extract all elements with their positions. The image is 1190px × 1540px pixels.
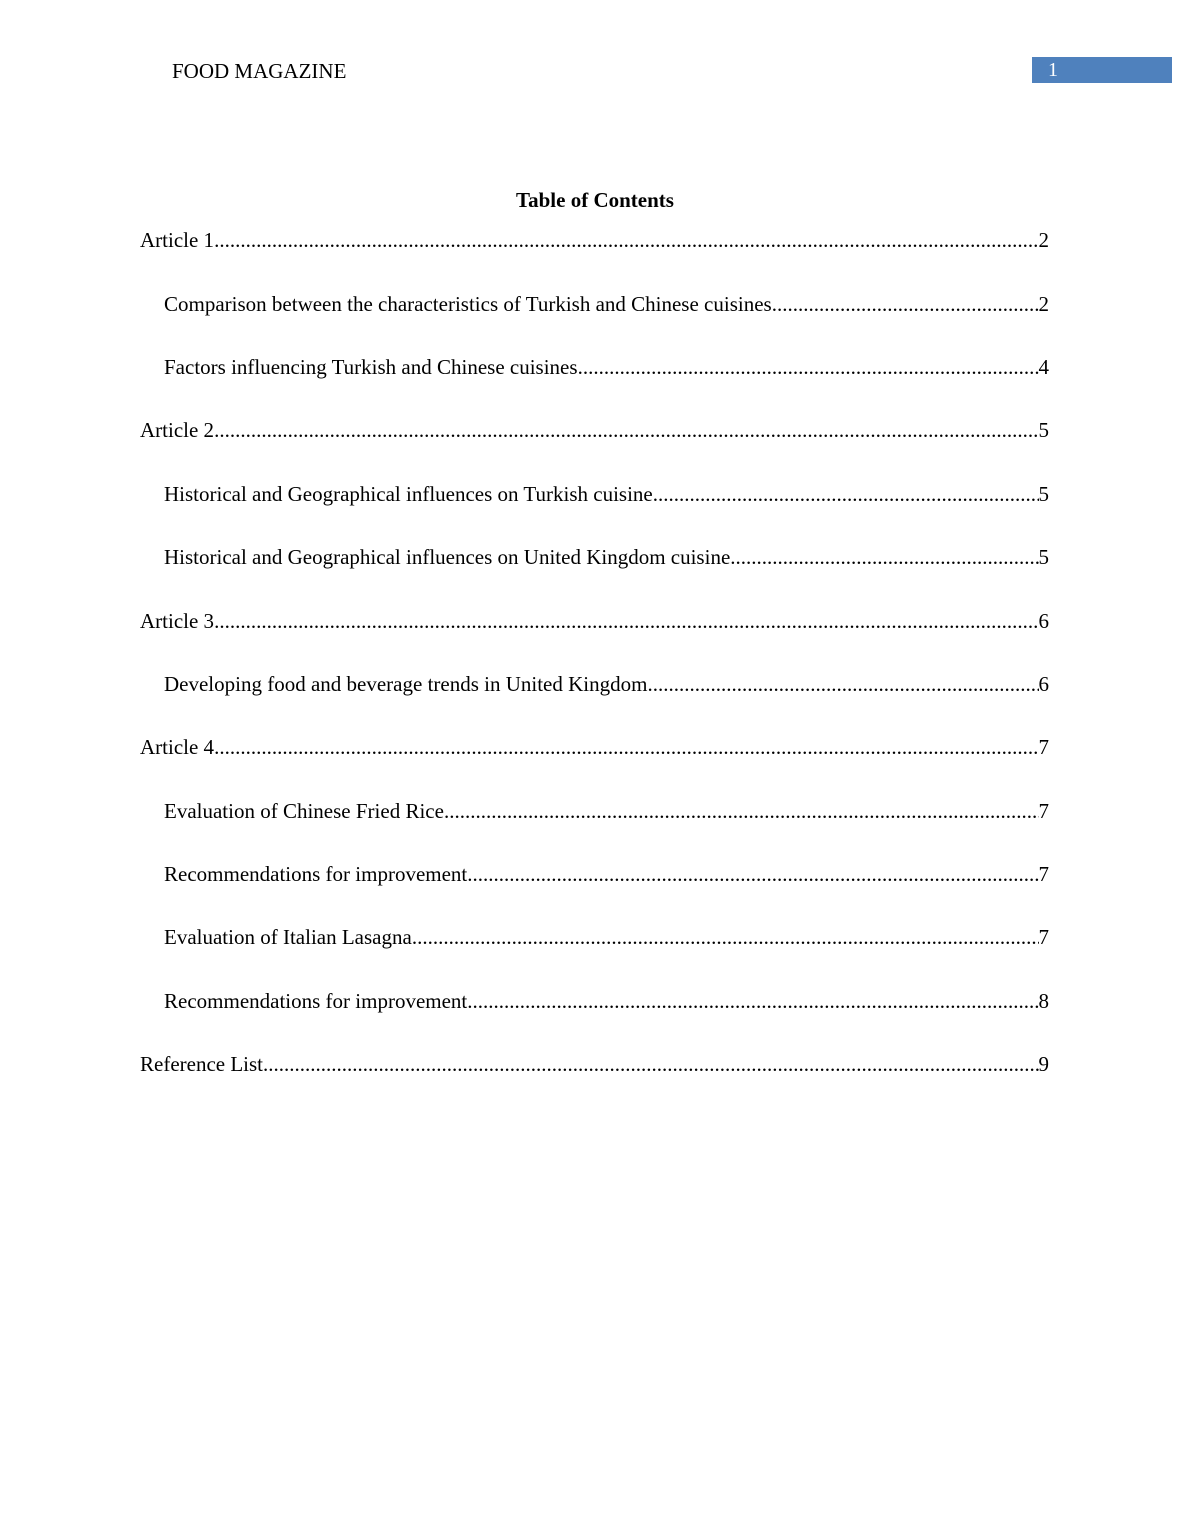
toc-dot-leader	[467, 860, 1038, 888]
toc-entry-label: Reference List	[140, 1052, 264, 1076]
toc-entry-label: Article 2	[140, 418, 215, 442]
toc-entry-article-2[interactable]	[140, 416, 1049, 444]
toc-entry-page: 2	[1038, 292, 1049, 316]
toc-dot-leader	[647, 670, 1038, 698]
toc-dot-leader	[730, 543, 1038, 571]
toc-entry-page: 9	[1038, 1052, 1049, 1076]
toc-entry-label: Historical and Geographical influences on Turkish cuisine	[164, 482, 653, 506]
toc-entry-recommendations-1[interactable]	[164, 860, 1049, 888]
toc-dot-leader	[214, 607, 1038, 635]
toc-entry-label: Evaluation of Italian Lasagna	[164, 925, 412, 949]
toc-entry-turkish-chinese-comparison[interactable]	[164, 290, 1049, 318]
toc-entry-page: 8	[1038, 989, 1049, 1013]
toc-entry-page: 7	[1038, 862, 1049, 886]
toc-dot-leader	[578, 353, 1039, 381]
toc-entry-page: 5	[1038, 418, 1049, 442]
toc-entry-fried-rice-evaluation[interactable]	[164, 797, 1049, 825]
toc-entry-page: 5	[1038, 545, 1049, 569]
toc-dot-leader	[653, 480, 1039, 508]
toc-entry-label: Article 1	[140, 228, 215, 252]
toc-entry-article-1[interactable]	[140, 226, 1049, 254]
toc-heading: Table of Contents	[516, 188, 674, 212]
page-number-badge: 1	[1032, 57, 1172, 83]
toc-entry-article-4[interactable]	[140, 733, 1049, 761]
toc-entry-label: Article 3	[140, 609, 215, 633]
toc-entry-page: 6	[1038, 672, 1049, 696]
toc-entry-label: Factors influencing Turkish and Chinese cuisines	[164, 355, 578, 379]
toc-dot-leader	[467, 987, 1038, 1015]
toc-entry-turkish-influences[interactable]	[164, 480, 1049, 508]
toc-entry-article-3[interactable]	[140, 607, 1049, 635]
toc-entry-page: 7	[1038, 799, 1049, 823]
toc-dot-leader	[214, 733, 1038, 761]
toc-entry-factors-influencing[interactable]	[164, 353, 1049, 381]
toc-dot-leader	[444, 797, 1039, 825]
toc-entry-reference-list[interactable]	[140, 1050, 1049, 1078]
toc-entry-label: Recommendations for improvement	[164, 989, 468, 1013]
toc-entry-uk-influences[interactable]	[164, 543, 1049, 571]
toc-entry-label: Developing food and beverage trends in United Kingdom	[164, 672, 648, 696]
toc-dot-leader	[263, 1050, 1038, 1078]
toc-entry-recommendations-2[interactable]	[164, 987, 1049, 1015]
toc-entry-page: 6	[1038, 609, 1049, 633]
toc-dot-leader	[214, 416, 1038, 444]
toc-entry-page: 4	[1038, 355, 1049, 379]
toc-entry-label: Comparison between the characteristics of Turkish and Chinese cuisines	[164, 292, 772, 316]
toc-dot-leader	[412, 923, 1039, 951]
toc-entry-label: Recommendations for improvement	[164, 862, 468, 886]
toc-entry-uk-trends[interactable]	[164, 670, 1049, 698]
toc-entry-lasagna-evaluation[interactable]	[164, 923, 1049, 951]
toc-entry-page: 2	[1038, 228, 1049, 252]
toc-dot-leader	[772, 290, 1039, 318]
toc-entry-page: 7	[1038, 735, 1049, 759]
toc-entry-page: 5	[1038, 482, 1049, 506]
toc-entry-label: Evaluation of Chinese Fried Rice	[164, 799, 444, 823]
toc-entry-label: Article 4	[140, 735, 215, 759]
running-header-title: FOOD MAGAZINE	[172, 59, 347, 83]
toc-dot-leader	[214, 226, 1038, 254]
toc-entry-page: 7	[1038, 925, 1049, 949]
toc-entry-label: Historical and Geographical influences on United Kingdom cuisine	[164, 545, 731, 569]
